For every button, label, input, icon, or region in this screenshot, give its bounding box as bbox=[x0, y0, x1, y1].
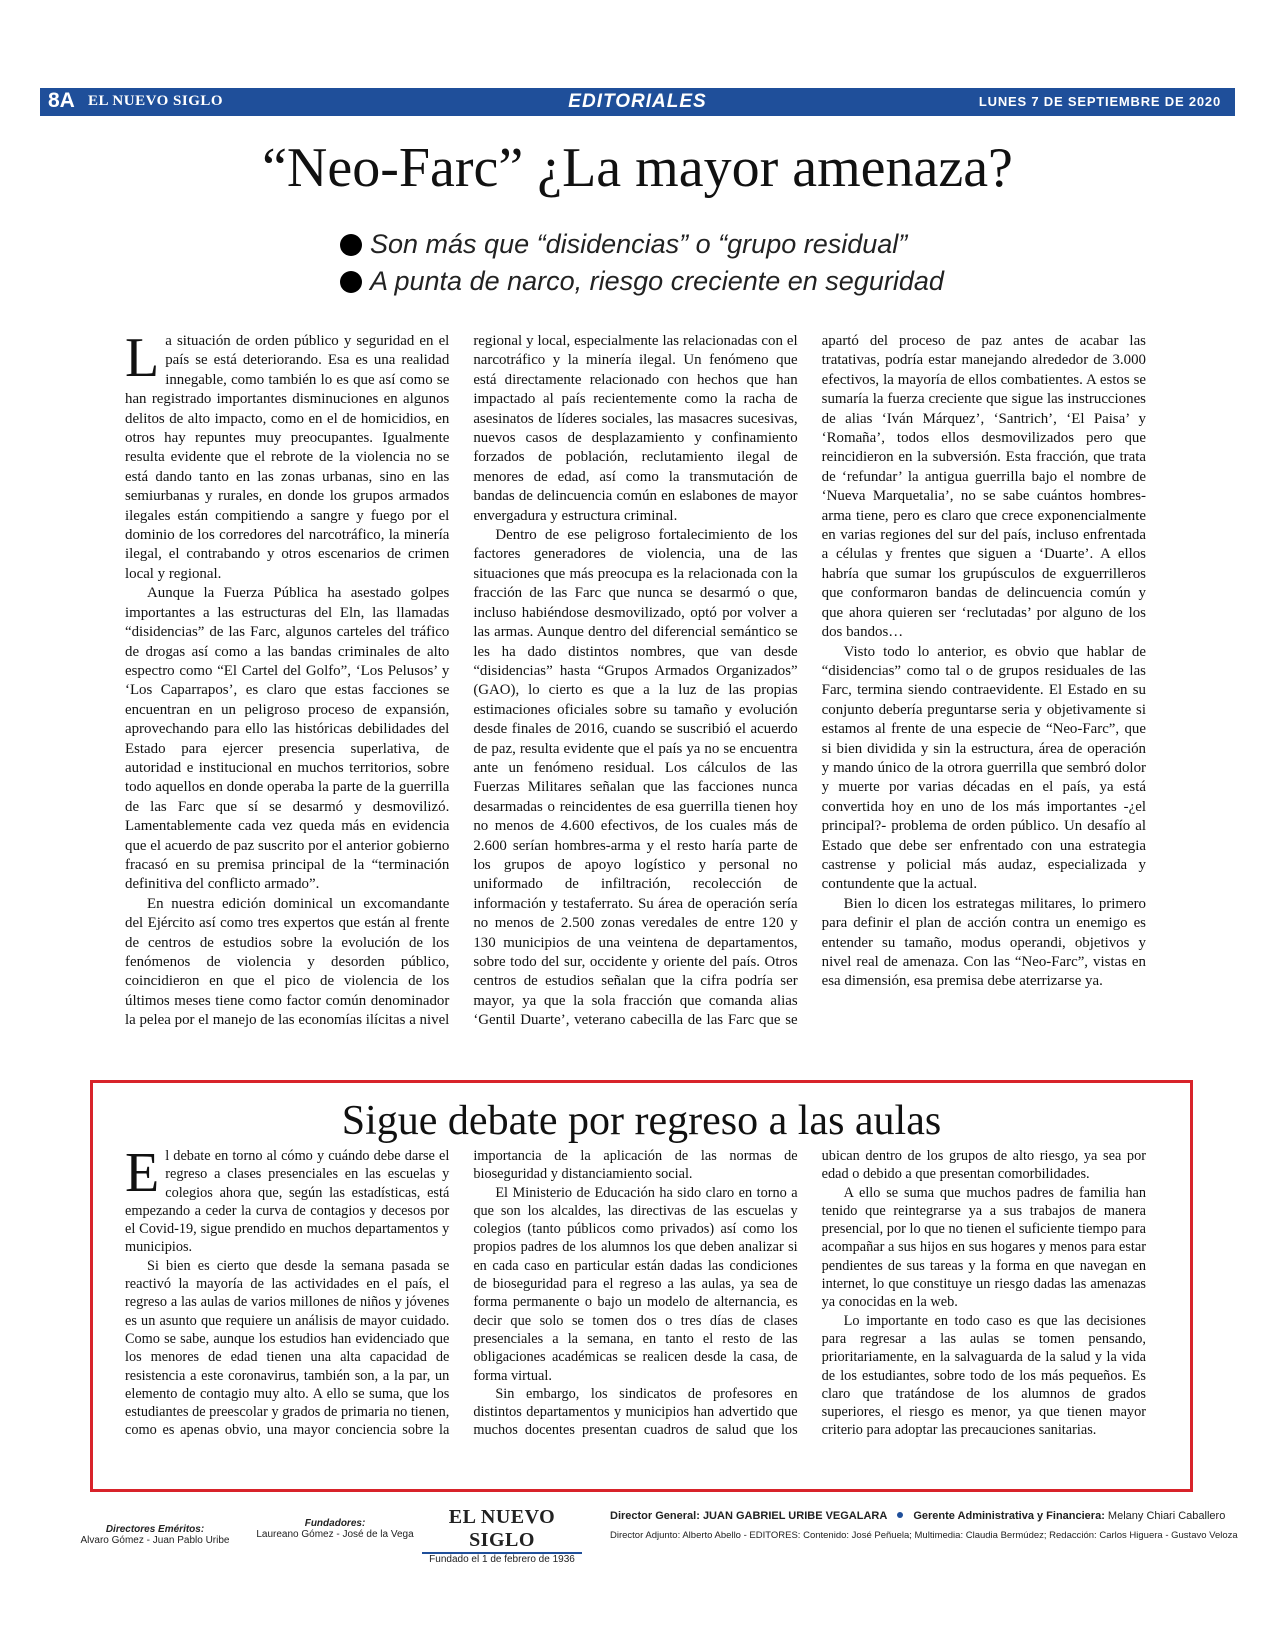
subheadline-list bbox=[340, 226, 1040, 300]
article-paragraph: Aunque la Fuerza Pública ha asestado golpes importantes a las estructuras del Eln, las llamadas “disidencias” de las Farc, algunos carteles del tráfico de drogas así como a las bandas criminales de alto espectro como “El Cartel del Golfo”, ‘Los Pelusos’ y ‘Los Caparrapos’, es claro que estas facciones se encuentran en un peligroso proceso de expansión, aprovechando para ello las históricas debilidades del Estado para ejercer presencia superlativa, de autoridad e institucional en muchos territorios, sobre todo aquellos en donde operaba la parte de la guerrilla de las Farc que sí se desarmó y desmovilizó. Lamentablemente cada vez queda más en evidencia que el acuerdo de paz suscrito por el anterior gobierno fracasó en su premisa principal de la “terminación definitiva del conflicto armado”. bbox=[125, 585, 450, 893]
section-header-bar bbox=[40, 88, 1235, 116]
drop-cap: E bbox=[125, 1142, 160, 1204]
secondary-headline: Sigue debate por regreso a las aulas bbox=[341, 1098, 942, 1144]
article-paragraph: Sin embargo, los sindicatos de profesores en distintos departamentos y municipios han advertido que muchos docentes presentan cuadros de salud que los ubican dentro de los grupos de alto riesgo, ya sea por edad o debido a que presentan comorbilidades. bbox=[473, 1148, 1146, 1439]
secondary-editorial-body bbox=[125, 1142, 1146, 1477]
article-paragraph: Bien lo dicen los estrategas militares, lo primero para definir el plan de acción contra un enemigo es entender su tamaño, modus operandi, objetivos y nivel real de amenaza. Con las “Neo-Farc”, vistas en esa dimensión, esa premisa debe aterrizarse ya. bbox=[821, 895, 1146, 990]
main-editorial-body bbox=[125, 327, 1146, 1070]
footer-logo: EL NUEVO SIGLO bbox=[422, 1506, 582, 1554]
bullet-dot-icon bbox=[340, 234, 362, 256]
staff-credits: Director General: JUAN GABRIEL URIBE VEGALARA Gerente Administrativa y Financiera: Melany Chiari Caballero Director Adjunto: Alberto Abello - EDITORES: Contenido: José Peñuela; Multimedia: Claudia Bermúdez; Redacción: Carlos Higuera - Gustavo Veloza bbox=[610, 1510, 1238, 1541]
article-paragraph: Lo importante en todo caso es que las decisiones para regresar a las aulas se tomen pensando, prioritariamente, en la salvaguarda de la salud y la vida de los estudiantes, sobre todo de los más pequeños. Es claro que tratándose de los alumnos de grados superiores, el riesgo es menor, ya que tienen mayor criterio para adoptar las precauciones sanitarias. bbox=[821, 1312, 1146, 1439]
main-headline: “Neo-Farc” ¿La mayor amenaza? bbox=[262, 137, 1013, 199]
article-paragraph: La situación de orden público y seguridad en el país se está deteriorando. Esa es una realidad innegable, como también lo es que así como se han registrado importantes disminuciones en algunos delitos de alto impacto, como en el de homicidios, en otros hay repuntes muy preocupantes. Igualmente resulta evidente que el rebrote de la violencia no se está dando tanto en las zonas urbanas, sino en las semiurbanas y rurales, en donde los grupos armados ilegales están compitiendo a sangre y fuego por el dominio de los corredores del narcotráfico, la minería ilegal, el contrabando y otros escenarios de crimen local y regional. bbox=[125, 327, 450, 582]
footer-brand-block: EL NUEVO SIGLO Fundado el 1 de febrero de 1936 bbox=[422, 1506, 582, 1565]
emeritus-directors: Directores Eméritos: Alvaro Gómez - Juan Pablo Uribe bbox=[80, 1524, 230, 1546]
article-paragraph: A ello se suma que muchos padres de familia han tenido que reintegrarse ya a sus trabajos de manera presencial, por lo que no tienen el suficiente tiempo para acompañar a sus hijos en sus hogares y menos para estar pendientes de sus tareas y la forma en que navegan en internet, lo que constituye un riesgo dadas las amenazas ya conocidas en la web. bbox=[821, 1184, 1146, 1311]
article-paragraph: El Ministerio de Educación ha sido claro en torno a que son los alcaldes, las directivas de las escuelas y colegios (tanto públicos como privados) así como los propios padres de los alumnos los que deben analizar si en cada caso en particular están dadas las condiciones de bioseguridad para el regreso a las aulas, ya sea de forma permanente o bajo un modelo de alternancia, es decir que solo se tomen dos o tres días de clases presenciales a la semana, en tanto el resto de las obligaciones académicas se realicen desde la casa, de forma virtual. bbox=[473, 1184, 798, 1384]
separator-dot-icon bbox=[897, 1512, 903, 1518]
founders: Fundadores: Laureano Gómez - José de la Vega bbox=[256, 1518, 414, 1540]
article-paragraph: Visto todo lo anterior, es obvio que hablar de “disidencias” como tal o de grupos residuales de las Farc, termina siendo contraevidente. El Estado en su conjunto debería preguntarse seria y objetivamente si estamos al frente de una especie de “Neo-Farc”, que si bien dividida y sin la estructura, área de operación y mando único de la otrora guerrilla que sembró dolor y muerte por varias décadas en el país, ya está convertida hoy en uno de los más importantes -¿el principal?- problema de orden público. Un desafío al Estado que debe ser enfrentado con una estrategia castrense y policial más audaz, especializada y contundente que la actual. bbox=[821, 643, 1146, 893]
page-number: 8A bbox=[48, 89, 75, 112]
drop-cap: L bbox=[125, 327, 160, 389]
masthead-footer bbox=[40, 1506, 1238, 1568]
bullet-dot-icon bbox=[340, 271, 362, 293]
subheadline-item: A punta de narco, riesgo creciente en seguridad bbox=[340, 263, 1040, 300]
article-paragraph: En nuestra edición dominical un excomandante del Ejército así como tres expertos que están al frente de centros de estudios sobre la evolución de los fenómenos de violencia y desorden público, coincidieron en que el pico de violencia de los últimos meses tiene como factor común denominador la pelea por el manejo de las economías ilícitas a nivel regional y local, especialmente las relacionadas con el narcotráfico y la minería ilegal. Un fenómeno que está directamente relacionado con hechos que han impactado al país recientemente como la racha de asesinatos de líderes sociales, las masacres sucesivas, nuevos casos de desplazamiento y confinamiento forzados de población, reclutamiento ilegal de menores de edad, así como la transmutación de bandas de delincuencia común en eslabones de mayor envergadura y estructura criminal. bbox=[125, 333, 798, 1029]
article-paragraph: El debate en torno al cómo y cuándo debe darse el regreso a clases presenciales en las escuelas y colegios ahora que, según las estadísticas, está empezando a ceder la curva de contagios y decesos por el Covid-19, sigue prendido en muchos departamentos y municipios. bbox=[125, 1142, 450, 1256]
issue-date: LUNES 7 DE SEPTIEMBRE DE 2020 bbox=[978, 94, 1221, 109]
newspaper-brand: EL NUEVO SIGLO bbox=[88, 93, 224, 109]
article-paragraph: Si bien es cierto que desde la semana pasada se reactivó la mayoría de las actividades en el país, el regreso a las aulas de varios millones de niños y jóvenes es un asunto que requiere un análisis de mayor cuidado. Como se sabe, aunque los estudios han evidenciado que los menores de edad tienen una alta capacidad de resistencia a este coronavirus, también son, a la par, un elemento de contagio muy alto. A ello se suma, que los estudiantes de preescolar y grados de primaria no tienen, como es apenas obvio, una mayor conciencia sobre la importancia de la aplicación de las normas de bioseguridad y distanciamiento social. bbox=[125, 1148, 798, 1439]
article-paragraph: Dentro de ese peligroso fortalecimiento de los factores generadores de violencia, una de las situaciones que más preocupa es la relacionada con la fracción de las Farc que nunca se desarmó o que, incluso habiéndose desmovilizado, optó por volver a las armas. Aunque dentro del diferencial semántico se les ha dado distintos nombres, que van desde “disidencias” hasta “Grupos Armados Organizados” (GAO), lo cierto es que a la luz de las propias estimaciones oficiales sobre su tamaño y evolución desde finales de 2016, cuando se suscribió el acuerdo de paz, resulta evidente que el país ya no se encuentra ante un fenómeno residual. Los cálculos de las Fuerzas Militares señalan que las facciones nunca desarmadas o reincidentes de esa guerrilla tienen hoy no menos de 4.600 efectivos, de los cuales más de 2.600 serían hombres-arma y el resto haría parte de los grupos de apoyo logístico y personal no uniformado de infiltración, recolección de información y testaferrato. Su área de operación sería no menos de 2.500 zonas veredales de entre 120 y 130 municipios de una veintena de departamentos, sobre todo del sur, occidente y oriente del país. Otros centros de estudios señalan que la cifra podría ser mayor, ya que la sola fracción que comanda alias ‘Gentil Duarte’, veterano cabecilla de las Farc que se apartó del proceso de paz antes de acabar las tratativas, podría estar manejando alrededor de 3.000 efectivos, la mayoría de ellos combatientes. A estos se sumaría la fuerza creciente que sigue las instrucciones de alias ‘Iván Márquez’, ‘Santrich’, ‘El Paisa’ y ‘Romaña’, todos ellos desmovilizados pero que reincidieron en la subversión. Esta fracción, que trata de ‘refundar’ la antigua guerrilla bajo el nombre de ‘Nueva Marquetalia’, no se sabe cuántos hombres-arma tiene, pero es claro que crece exponencialmente en varias regiones del sur del país, incluso enfrentada a células y frentes que siguen a ‘Duarte’. A ellos habría que sumar los grupúsculos de exguerrilleros que conformaron bandas de delincuencia común y que ahora quieren ser ‘reclutadas’ por alguno de los dos bandos… bbox=[473, 333, 1146, 1029]
subheadline-item: Son más que “disidencias” o “grupo residual” bbox=[340, 226, 1040, 263]
section-title: EDITORIALES bbox=[568, 91, 707, 112]
